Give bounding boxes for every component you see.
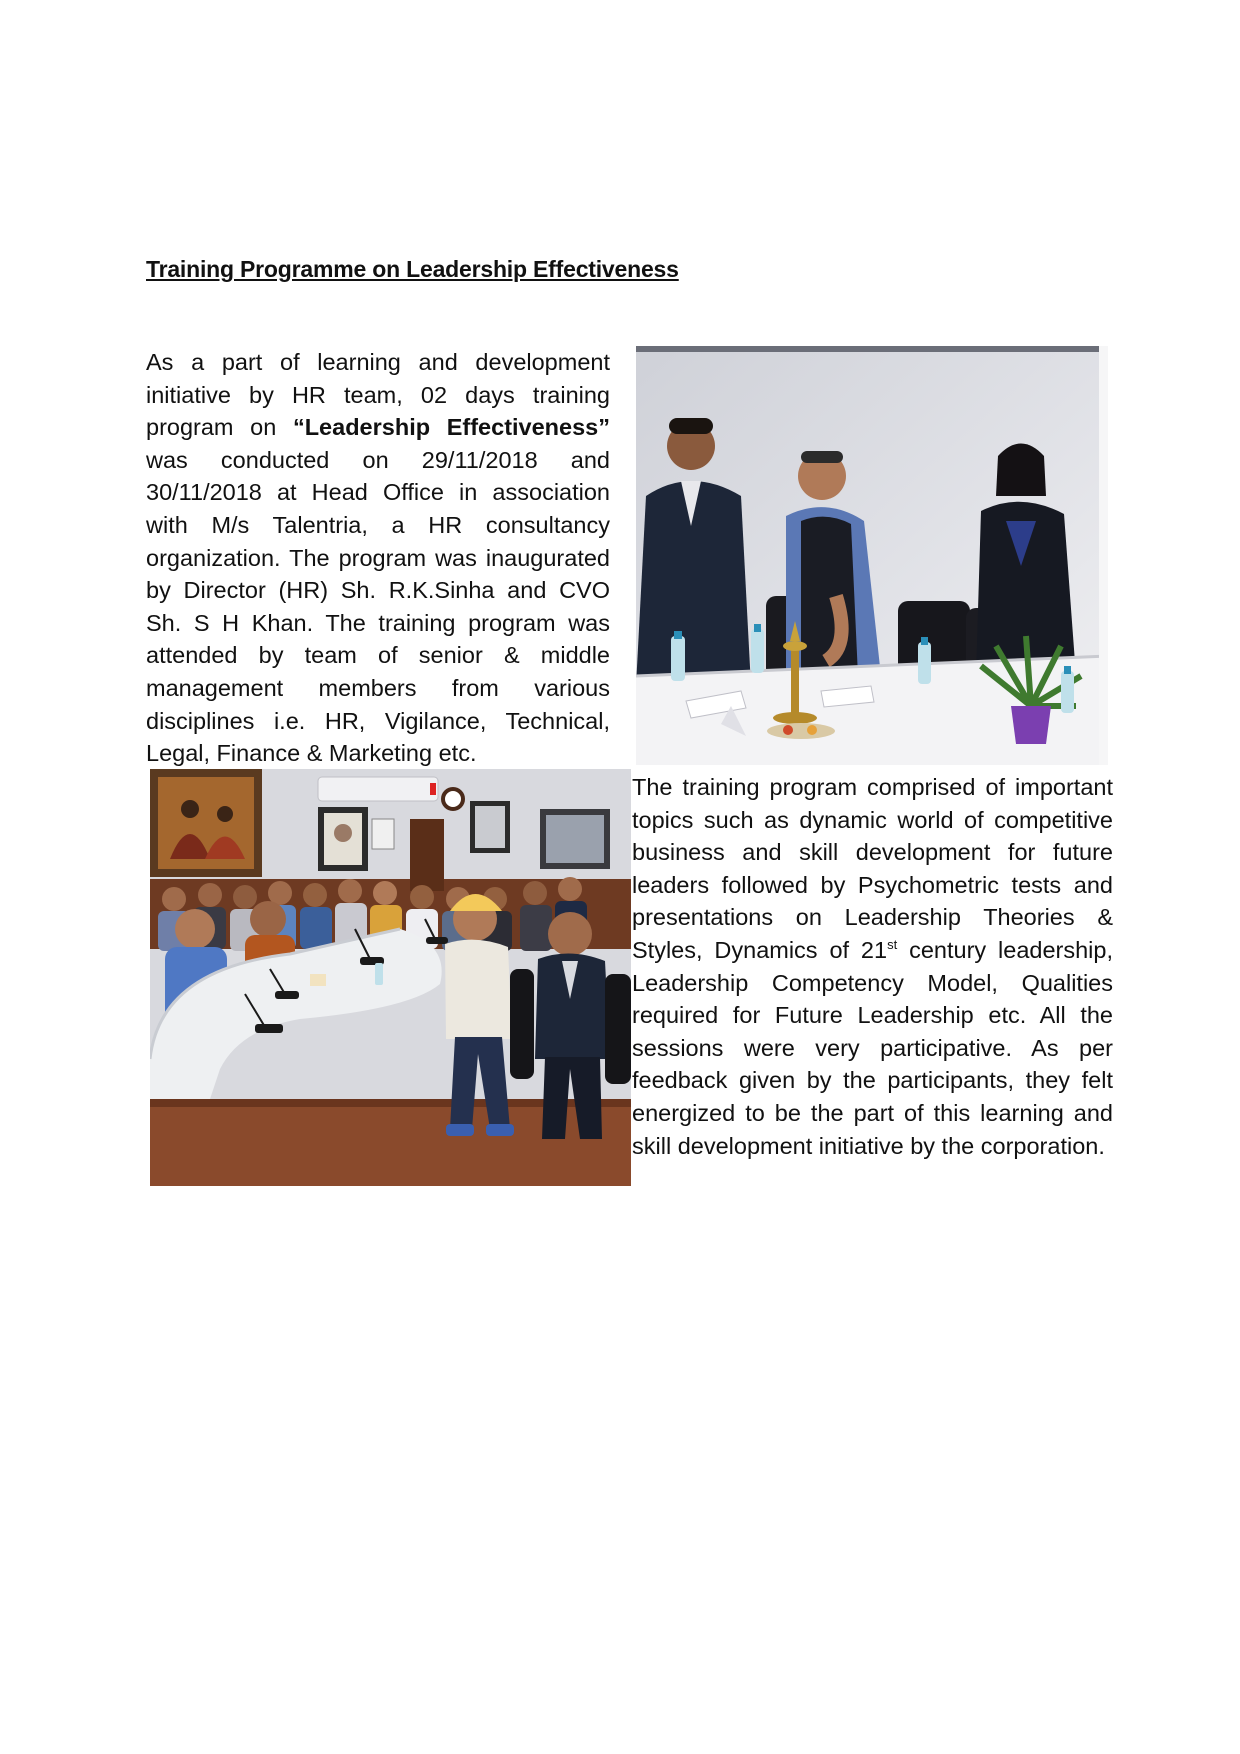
ordinal-superscript: st	[887, 937, 898, 953]
details-text-end: century leadership, Leadership Competency Model, Qualities required for Future Leadership etc. All the sessions were very participative. As per feedback given by the participants, they felt energized to be the part of this learning and skill development initiative by the corporation.	[632, 936, 1113, 1159]
programme-details-paragraph	[632, 771, 1113, 1162]
inauguration-lamp-lighting-photo	[636, 346, 1108, 765]
page-title: Training Programme on Leadership Effectiveness	[146, 256, 679, 282]
intro-text-start: As a part of learning and development initiative by HR team, 02 days training program on	[146, 349, 610, 441]
details-text-start: The training program comprised of important topics such as dynamic world of competitive business and skill development for future leaders followed by Psychometric tests and presentations on Leadership Theories & Styles, Dynamics of 21	[632, 774, 1113, 963]
intro-paragraph	[146, 346, 610, 770]
programme-name-emphasis: “Leadership Effectiveness”	[292, 414, 610, 441]
participants-conference-room-photo	[150, 769, 631, 1186]
intro-text-end: was conducted on 29/11/2018 and 30/11/2018 at Head Office in association with M/s Talentria, a HR consultancy organization. The program was inaugurated by Director (HR) Sh. R.K.Sinha and CVO Sh. S H Khan. The training program was attended by team of senior & middle management members from various disciplines i.e. HR, Vigilance, Technical, Legal, Finance & Marketing etc.	[146, 446, 610, 767]
